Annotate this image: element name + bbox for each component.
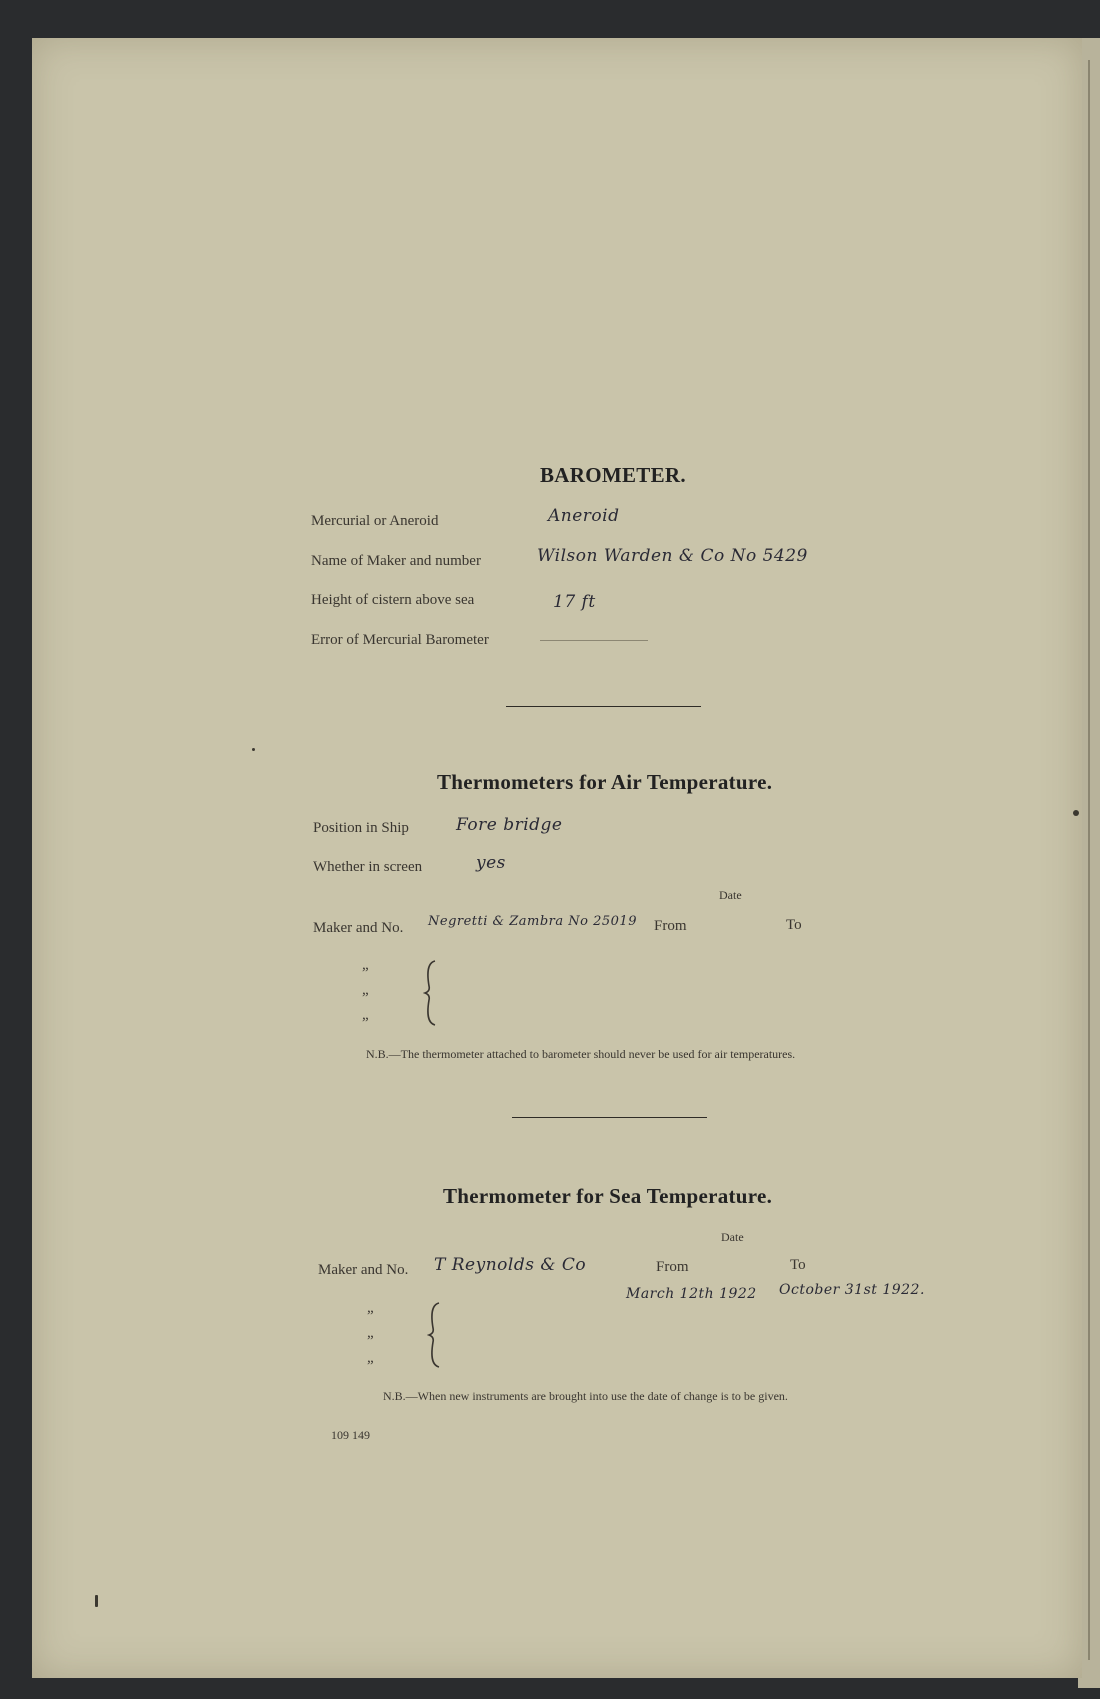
air-brace bbox=[423, 960, 439, 1031]
maker-value: Wilson Warden & Co No 5429 bbox=[537, 546, 808, 566]
air-ditto-3: ” bbox=[362, 1015, 369, 1031]
sea-maker-label: Maker and No. bbox=[318, 1262, 409, 1278]
sea-ditto-1: ” bbox=[367, 1308, 374, 1324]
air-to-label: To bbox=[786, 917, 802, 933]
page-edge-line bbox=[1088, 60, 1090, 1660]
sea-from-label: From bbox=[656, 1259, 689, 1275]
air-maker-value: Negretti & Zambra No 25019 bbox=[428, 914, 637, 929]
sea-title: Thermometer for Sea Temperature. bbox=[443, 1184, 773, 1208]
maker-label: Name of Maker and number bbox=[311, 553, 481, 569]
air-ditto-2: ” bbox=[362, 990, 369, 1006]
section-divider bbox=[506, 706, 701, 707]
sea-ditto-2: ” bbox=[367, 1333, 374, 1349]
sea-to-label: To bbox=[790, 1257, 806, 1273]
air-date-label: Date bbox=[719, 888, 742, 902]
paper-mark bbox=[95, 1595, 98, 1607]
air-maker-label: Maker and No. bbox=[313, 920, 404, 936]
air-title: Thermometers for Air Temperature. bbox=[437, 770, 773, 794]
error-blank-line bbox=[540, 640, 648, 641]
form-code: 109 149 bbox=[331, 1428, 370, 1442]
screen-label: Whether in screen bbox=[313, 859, 423, 875]
position-value: Fore bridge bbox=[456, 815, 563, 835]
mercurial-label: Mercurial or Aneroid bbox=[311, 513, 439, 529]
barometer-title: BAROMETER. bbox=[540, 463, 686, 487]
air-from-label: From bbox=[654, 918, 687, 934]
error-label: Error of Mercurial Barometer bbox=[311, 632, 489, 648]
height-value: 17 ft bbox=[553, 592, 596, 612]
sea-note: N.B.—When new instruments are brought into use the date of change is to be given. bbox=[383, 1389, 788, 1403]
mercurial-value: Aneroid bbox=[548, 506, 620, 526]
position-label: Position in Ship bbox=[313, 820, 409, 836]
screen-value: yes bbox=[476, 853, 506, 873]
section-divider-2 bbox=[512, 1117, 707, 1118]
sea-brace bbox=[427, 1302, 443, 1373]
height-label: Height of cistern above sea bbox=[311, 592, 475, 608]
sea-to-value: October 31st 1922. bbox=[779, 1282, 925, 1298]
paper-speck bbox=[252, 748, 255, 751]
paper-speck bbox=[1073, 810, 1079, 816]
sea-date-label: Date bbox=[721, 1230, 744, 1244]
air-note: N.B.—The thermometer attached to barometer should never be used for air temperatures. bbox=[366, 1047, 796, 1061]
air-ditto-1: ” bbox=[362, 965, 369, 981]
sea-from-value: March 12th 1922 bbox=[626, 1286, 757, 1302]
document-page bbox=[32, 38, 1082, 1678]
sea-maker-value: T Reynolds & Co bbox=[434, 1255, 587, 1275]
sea-ditto-3: ” bbox=[367, 1358, 374, 1374]
